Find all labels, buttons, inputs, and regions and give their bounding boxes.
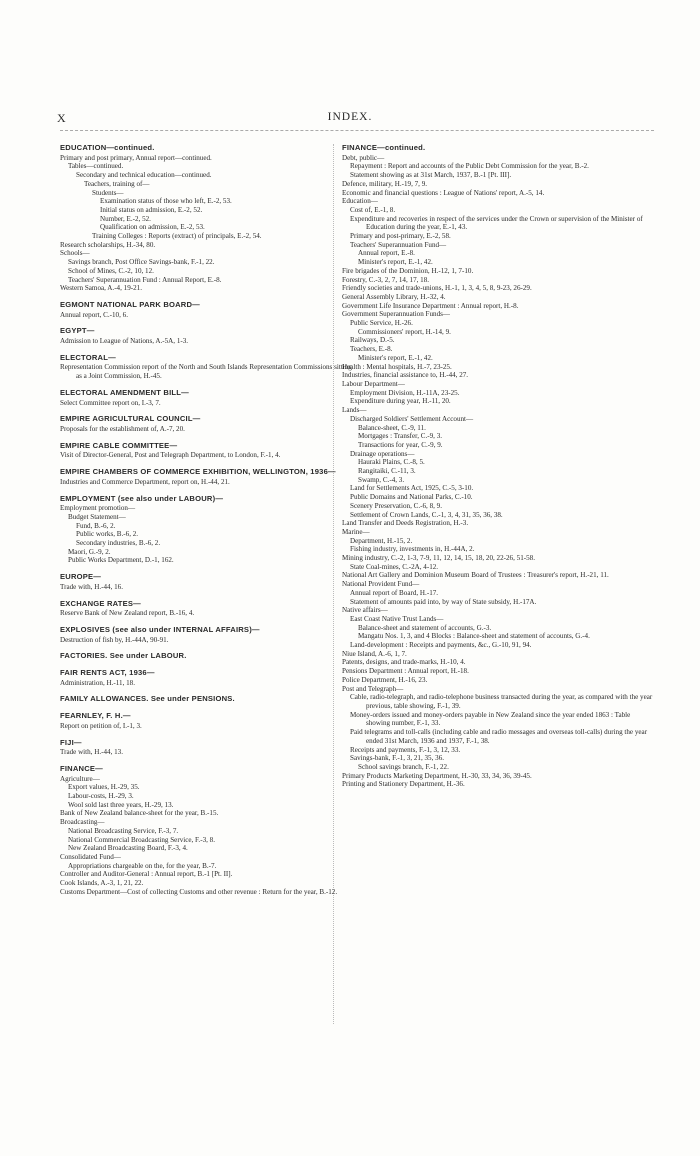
entry-line: Select Committee report on, I.-3, 7. [60, 398, 161, 407]
entry-line: Balance-sheet, C.-9, 11. [358, 423, 426, 432]
entry-line: Paid telegrams and toll-calls (including cable and radio messages and overseas toll-calls) during the year ended 31st March, 1936 and 1937, F.-1, 38. [350, 728, 648, 745]
entry-line: Government Superannuation Funds— [342, 310, 450, 319]
entry-line: Repayment : Report and accounts of the Public Debt Commission for the year, B.-2. [350, 162, 589, 171]
entry-heading: FINANCE— [60, 763, 103, 773]
entry-heading: ELECTORAL— [60, 352, 116, 362]
entry-line: Statement of amounts paid into, by way of State subsidy, H.-17A. [350, 597, 537, 606]
index-entry [60, 600, 352, 618]
entry-heading: FIJI— [60, 737, 82, 747]
entry-line: Statement showing as at 31st March, 1937, B.-1 [Pt. III]. [350, 171, 512, 180]
entry-line: Pensions Department : Annual report, H.-18. [342, 667, 469, 676]
entry-heading: EMPIRE CABLE COMMITTEE— [60, 440, 178, 450]
entry-line: Land Transfer and Deeds Registration, H.-3. [342, 519, 469, 528]
page-title: INDEX. [327, 111, 373, 123]
index-entry [60, 573, 352, 591]
entry-line: Destruction of fish by, H.-44A, 90-91. [60, 635, 169, 644]
entry-line: Public Works Department, D.-1, 162. [68, 556, 174, 565]
entry-heading: EXPLOSIVES (see also under INTERNAL AFFAIRS)— [60, 624, 260, 634]
entry-line: Economic and financial questions : League of Nations' report, A.-5, 14. [342, 188, 545, 197]
entry-line: Qualification on admission, E.-2, 53. [100, 223, 205, 232]
page-number: X [57, 111, 67, 125]
entry-line: Annual report, E.-8. [358, 249, 415, 258]
entry-heading: EMPIRE AGRICULTURAL COUNCIL— [60, 414, 201, 424]
index-entry [60, 442, 352, 460]
index-entry [60, 468, 352, 486]
left-column [60, 144, 352, 905]
entry-line: East Coast Native Trust Lands— [350, 614, 444, 623]
entry-line: Controller and Auditor-General : Annual report, B.-1 [Pt. II]. [60, 870, 233, 879]
entry-line: Friendly societies and trade-unions, H.-1, 1, 3, 4, 5, 8, 9-23, 26-29. [342, 284, 532, 293]
entry-line: Appropriations chargeable on the, for the year, B.-7. [68, 861, 217, 870]
index-entry [60, 669, 352, 687]
entry-line: National Provident Fund— [342, 580, 420, 589]
entry-line: Department, H.-15, 2. [350, 536, 413, 545]
entry-line: Printing and Stationery Department, H.-36. [342, 780, 465, 789]
index-entry [342, 144, 655, 789]
entry-line: Native affairs— [342, 606, 388, 615]
entry-line: Trade with, H.-44, 16. [60, 582, 123, 591]
entry-line: Admission to League of Nations, A.-5A, 1-3. [60, 337, 189, 346]
entry-line: Patents, designs, and trade-marks, H.-10, 4. [342, 658, 466, 667]
entry-line: Minister's report, E.-1, 42. [358, 353, 433, 362]
entry-heading: EUROPE— [60, 572, 102, 582]
entry-line: Maori, G.-9, 2. [68, 547, 111, 556]
entry-line: Public Domains and National Parks, C.-10. [350, 493, 473, 502]
entry-line: Export values, H.-29, 35. [68, 783, 140, 792]
entry-line: Mortgages : Transfer, C.-9, 3. [358, 432, 443, 441]
entry-line: Transactions for year, C.-9, 9. [358, 440, 443, 449]
entry-line: Number, E.-2, 52. [100, 214, 151, 223]
index-entry [60, 739, 352, 757]
entry-line: Drainage operations— [350, 449, 415, 458]
entry-line: Mining industry, C.-2, 1-3, 7-9, 11, 12, 14, 15, 18, 20, 22-26, 51-58. [342, 554, 535, 563]
entry-line: Secondary and technical education—continued. [76, 171, 212, 180]
entry-line: School savings branch, F.-1, 22. [358, 762, 449, 771]
entry-line: Fire brigades of the Dominion, H.-12, 1, 7-10. [342, 266, 474, 275]
entry-line: Annual report of Board, H.-17. [350, 588, 439, 597]
entry-line: Labour Department— [342, 379, 405, 388]
entry-line: Minister's report, E.-1, 42. [358, 258, 433, 267]
entry-line: Western Samoa, A.-4, 19-21. [60, 284, 142, 293]
entry-line: Public Service, H.-26. [350, 319, 413, 328]
index-entry [60, 415, 352, 433]
entry-line: Health : Mental hospitals, H.-7, 23-25. [342, 362, 452, 371]
entry-line: Cook Islands, A.-3, 1, 21, 22. [60, 879, 144, 888]
entry-line: Tables—continued. [68, 162, 124, 171]
entry-heading: FAMILY ALLOWANCES. See under PENSIONS. [60, 694, 235, 704]
entry-line: Public works, B.-6, 2. [76, 530, 139, 539]
entry-line: Receipts and payments, F.-1, 3, 12, 33. [350, 745, 461, 754]
entry-line: Money-orders issued and money-orders payable in New Zealand since the year ended 1863 : Table showing number, F.-1, 33. [350, 710, 631, 728]
entry-line: Cable, radio-telegraph, and radio-telephone business transacted during the year, as compared with the year previous, table showing, F.-1, 39. [350, 693, 653, 710]
entry-line: Savings-bank, F.-1, 3, 21, 35, 36. [350, 754, 445, 763]
entry-line: Balance-sheet and statement of accounts, G.-3. [358, 623, 492, 632]
entry-line: Report on petition of, I.-1, 3. [60, 721, 142, 730]
entry-line: General Assembly Library, H.-32, 4. [342, 292, 446, 301]
entry-line: Land for Settlements Act, 1925, C.-5, 3-10. [350, 484, 474, 493]
entry-line: Expenditure during year, H.-11, 20. [350, 397, 451, 406]
index-entry [60, 712, 352, 730]
entry-line: Proposals for the establishment of, A.-7, 20. [60, 424, 185, 433]
entry-heading: EMPIRE CHAMBERS OF COMMERCE EXHIBITION, WELLINGTON, 1936— [60, 467, 336, 477]
index-entry [60, 695, 352, 704]
entry-line: Administration, H.-11, 18. [60, 678, 136, 687]
entry-heading: EGMONT NATIONAL PARK BOARD— [60, 299, 200, 309]
entry-line: Fund, B.-6, 2. [76, 521, 116, 530]
entry-line: Trade with, H.-44, 13. [60, 748, 123, 757]
entry-line: Niue Island, A.-6, 1, 7. [342, 649, 407, 658]
entry-line: Settlement of Crown Lands, C.-1, 3, 4, 31, 35, 36, 38. [350, 510, 503, 519]
index-entry [60, 652, 352, 661]
entry-line: Representation Commission report of the North and South Islands Representation Commissions sitting as a Joint Commission, H.-45. [60, 363, 352, 381]
header-rule [60, 130, 654, 131]
index-entry [60, 327, 352, 345]
entry-line: Police Department, H.-16, 23. [342, 675, 428, 684]
entry-heading: FAIR RENTS ACT, 1936— [60, 668, 155, 678]
entry-line: National Commercial Broadcasting Service, F.-3, 8. [68, 835, 215, 844]
entry-line: Consolidated Fund— [60, 853, 121, 861]
entry-line: Commissioners' report, H.-14, 9. [358, 327, 451, 336]
entry-heading: ELECTORAL AMENDMENT BILL— [60, 387, 189, 397]
entry-line: Research scholarships, H.-34, 80. [60, 240, 156, 249]
entry-line: Teachers' Superannuation Fund : Annual Report, E.-8. [68, 275, 222, 284]
entry-line: New Zealand Broadcasting Board, F.-3, 4. [68, 844, 188, 853]
entry-line: Primary Products Marketing Department, H.-30, 33, 34, 36, 39-45. [342, 771, 532, 780]
entry-line: Employment Division, H.-11A, 23-25. [350, 388, 460, 397]
entry-line: Teachers, training of— [84, 179, 150, 188]
entry-line: Teachers, E.-8. [350, 345, 393, 354]
entry-line: State Coal-mines, C.-2A, 4-12. [350, 562, 439, 571]
entry-line: Budget Statement— [68, 512, 126, 521]
entry-line: Industries, financial assistance to, H.-44, 27. [342, 371, 469, 380]
index-entry [60, 389, 352, 407]
entry-line: Land-development : Receipts and payments, &c., G.-10, 91, 94. [350, 641, 532, 650]
entry-line: Lands— [342, 406, 367, 415]
entry-heading: EMPLOYMENT (see also under LABOUR)— [60, 493, 224, 503]
index-entry [60, 144, 352, 293]
entry-heading: FEARNLEY, F. H.— [60, 711, 131, 721]
entry-line: Cost of, E.-1, 8. [350, 205, 396, 214]
entry-line: National Broadcasting Service, F.-3, 7. [68, 826, 179, 835]
entry-line: Primary and post-primary, E.-2, 58. [350, 232, 451, 241]
index-entry [60, 301, 352, 319]
entry-line: Employment promotion— [60, 504, 136, 513]
entry-line: School of Mines, C.-2, 10, 12. [68, 266, 154, 275]
entry-line: Bank of New Zealand balance-sheet for the year, B.-15. [60, 809, 219, 818]
entry-line: Education— [342, 197, 378, 206]
entry-line: Agriculture— [60, 774, 100, 783]
index-entry [60, 495, 352, 566]
entry-line: Swamp, C.-4, 3. [358, 475, 405, 484]
index-entry [60, 765, 352, 897]
entry-line: Expenditure and recoveries in respect of the services under the Crown or supervision of the Minister of Education during the year, E.-1, 43. [350, 214, 643, 232]
entry-line: Examination status of those who left, E.-2, 53. [100, 197, 232, 206]
entry-line: Mangatu Nos. 1, 3, and 4 Blocks : Balance-sheet and statement of accounts, G.-4. [358, 632, 590, 641]
entry-line: Wool sold last three years, H.-29, 13. [68, 800, 174, 809]
entry-line: Secondary industries, B.-6, 2. [76, 539, 161, 548]
entry-line: Primary and post primary, Annual report—continued. [60, 153, 212, 162]
entry-line: Customs Department—Cost of collecting Customs and other revenue : Return for the year, B.-12. [60, 887, 338, 896]
entry-line: Students— [92, 188, 124, 197]
entry-line: Industries and Commerce Department, report on, H.-44, 21. [60, 477, 230, 486]
entry-line: Labour-costs, H.-29, 3. [68, 792, 134, 801]
entry-line: Annual report, C.-10, 6. [60, 310, 128, 319]
entry-heading: FINANCE—continued. [342, 143, 426, 152]
entry-line: Training Colleges : Reports (extract) of principals, E.-2, 54. [92, 232, 262, 241]
entry-line: Scenery Preservation, C.-6, 8, 9. [350, 501, 443, 510]
entry-heading: EGYPT— [60, 326, 95, 336]
entry-line: Government Life Insurance Department : Annual report, H.-8. [342, 301, 519, 310]
entry-line: Railways, D.-5. [350, 336, 395, 345]
entry-line: Marine— [342, 527, 370, 536]
entry-line: Initial status on admission, E.-2, 52. [100, 205, 203, 214]
entry-line: National Art Gallery and Dominion Museum Board of Trustees : Treasurer's report, H.-21, 11. [342, 571, 609, 580]
entry-line: Forestry, C.-3, 2, 7, 14, 17, 18. [342, 275, 430, 284]
entry-line: Teachers' Superannuation Fund— [350, 240, 447, 249]
entry-line: Visit of Director-General, Post and Telegraph Department, to London, F.-1, 4. [60, 451, 281, 460]
right-column [342, 144, 655, 797]
entry-heading: EDUCATION—continued. [60, 143, 155, 152]
entry-heading: FACTORIES. See under LABOUR. [60, 651, 187, 661]
entry-line: Rangitaiki, C.-11, 3. [358, 467, 416, 476]
index-entry [60, 354, 352, 381]
entry-line: Reserve Bank of New Zealand report, B.-16, 4. [60, 609, 195, 618]
entry-line: Discharged Soldiers' Settlement Account— [350, 414, 474, 423]
entry-line: Schools— [60, 249, 90, 258]
entry-line: Savings branch, Post Office Savings-bank, F.-1, 22. [68, 258, 215, 267]
entry-line: Defence, military, H.-19, 7, 9. [342, 179, 428, 188]
entry-line: Fishing industry, investments in, H.-44A, 2. [350, 545, 475, 554]
entry-line: Broadcasting— [60, 818, 105, 827]
entry-line: Debt, public— [342, 153, 385, 162]
entry-line: Post and Telegraph— [342, 684, 404, 693]
index-entry [60, 626, 352, 644]
entry-heading: EXCHANGE RATES— [60, 598, 141, 608]
entry-line: Hauraki Plains, C.-8, 5. [358, 458, 425, 467]
